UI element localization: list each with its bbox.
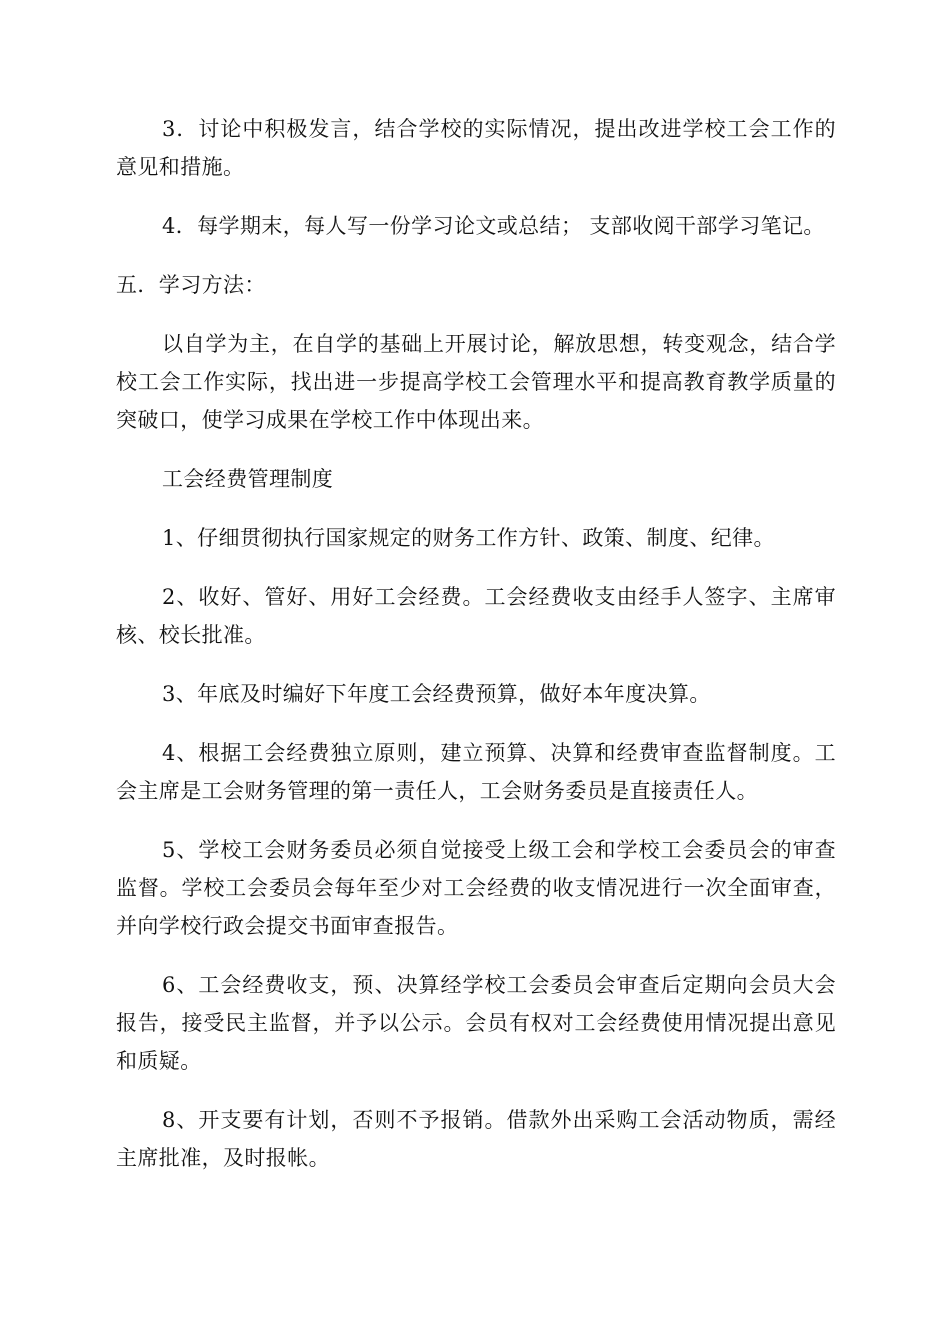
- paragraph-item-4: 4．每学期末，每人写一份学习论文或总结； 支部收阅干部学习笔记。: [162, 214, 825, 238]
- section-title-fund-management: 工会经费管理制度: [162, 467, 334, 491]
- rule-item-4: 4、根据工会经费独立原则，建立预算、决算和经费审查监督制度。工会主席是工会财务管理的第一责任人，工会财务委员是直接责任人。: [116, 741, 836, 803]
- document-body: [116, 110, 836, 1198]
- rule-item-5: 5、学校工会财务委员必须自觉接受上级工会和学校工会委员会的审查监督。学校工会委员会每年至少对工会经费的收支情况进行一次全面审查，并向学校行政会提交书面审查报告。: [116, 838, 836, 938]
- paragraph-item-3: 3．讨论中积极发言，结合学校的实际情况，提出改进学校工会工作的意见和措施。: [116, 117, 836, 179]
- paragraph-study-method: 以自学为主，在自学的基础上开展讨论，解放思想，转变观念，结合学校工会工作实际，找出进一步提高学校工会管理水平和提高教育教学质量的突破口，使学习成果在学校工作中体现出来。: [116, 332, 836, 432]
- rule-item-2: 2、收好、管好、用好工会经费。工会经费收支由经手人签字、主席审核、校长批准。: [116, 585, 836, 647]
- section-heading-study-method: 五．学习方法：: [116, 273, 266, 297]
- rule-item-3: 3、年底及时编好下年度工会经费预算，做好本年度决算。: [162, 682, 711, 706]
- rule-item-1: 1、仔细贯彻执行国家规定的财务工作方针、政策、制度、纪律。: [162, 526, 775, 550]
- rule-item-6: 6、工会经费收支，预、决算经学校工会委员会审查后定期向会员大会报告，接受民主监督，并予以公示。会员有权对工会经费使用情况提出意见和质疑。: [116, 973, 836, 1073]
- rule-item-8: 8、开支要有计划，否则不予报销。借款外出采购工会活动物质，需经主席批准，及时报帐。: [116, 1108, 836, 1170]
